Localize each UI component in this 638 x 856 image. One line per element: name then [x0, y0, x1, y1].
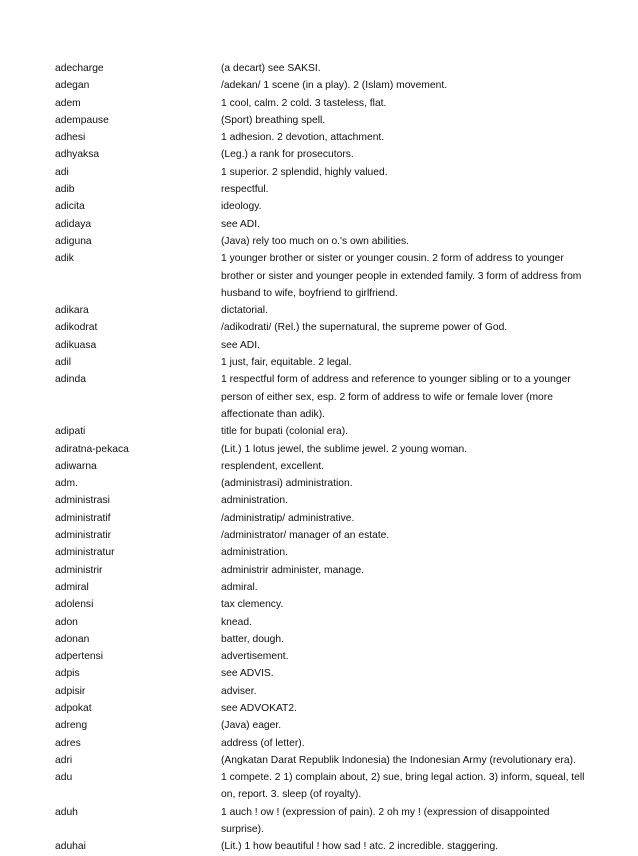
- entry-definition: /adikodrati/ (Rel.) the supernatural, the supreme power of God.: [221, 322, 508, 334]
- dictionary-entry: [55, 95, 595, 112]
- entry-term: adres: [55, 737, 81, 749]
- entry-definition: 1 adhesion. 2 devotion, attachment.: [221, 132, 385, 144]
- entry-definition: see ADI.: [221, 339, 260, 351]
- entry-definition: see ADVOKAT2.: [221, 702, 297, 714]
- entry-definition: /administrator/ manager of an estate.: [221, 530, 390, 542]
- entry-term: adikodrat: [55, 322, 98, 334]
- dictionary-entry: [55, 631, 595, 648]
- entry-term: adegan: [55, 80, 90, 92]
- dictionary-entry: [55, 717, 595, 734]
- entry-term: adiguna: [55, 235, 92, 247]
- dictionary-entry: [55, 181, 595, 198]
- dictionary-entry: [55, 614, 595, 631]
- dictionary-entry: [55, 441, 595, 458]
- entry-term: adhyaksa: [55, 149, 100, 161]
- dictionary-entry: [55, 804, 595, 839]
- entry-term: aduhai: [55, 841, 86, 853]
- dictionary-entry: [55, 371, 595, 423]
- entry-definition: title for bupati (colonial era).: [221, 426, 349, 438]
- dictionary-entry: [55, 700, 595, 717]
- entry-term: adhesi: [55, 132, 86, 144]
- dictionary-entry: [55, 665, 595, 682]
- entry-definition: 1 respectful form of address and reference to younger sibling or to a younger person of either sex, esp. 2 form of address to wife or female lover (more affectionate than adik).: [221, 374, 571, 420]
- dictionary-entry: [55, 216, 595, 233]
- entry-definition: (Leg.) a rank for prosecutors.: [221, 149, 354, 161]
- dictionary-entry: [55, 527, 595, 544]
- entry-definition: /adekan/ 1 scene (in a play). 2 (Islam) movement.: [221, 80, 448, 92]
- entry-definition: (Java) eager.: [221, 720, 282, 732]
- dictionary-entry: [55, 60, 595, 77]
- entry-definition: respectful.: [221, 184, 269, 196]
- entry-definition: 1 compete. 2 1) complain about, 2) sue, bring legal action. 3) inform, squeal, tell on, report. 3. sleep (of royalty).: [221, 772, 585, 801]
- entry-definition: knead.: [221, 616, 252, 628]
- entry-term: adpisir: [55, 685, 86, 697]
- entry-definition: administration.: [221, 495, 288, 507]
- entry-definition: 1 younger brother or sister or younger cousin. 2 form of address to younger brother or sister and younger people in extended family. 3 form of address from husband to wife, boyfriend to girlfriend.: [221, 253, 582, 299]
- dictionary-entry: [55, 112, 595, 129]
- entry-term: adicita: [55, 201, 85, 213]
- dictionary-entry: [55, 250, 595, 302]
- entry-definition: advertisement.: [221, 651, 289, 663]
- entry-term: adpertensi: [55, 651, 104, 663]
- entry-term: adiratna-pekaca: [55, 443, 129, 455]
- entry-definition: admiral.: [221, 581, 258, 593]
- dictionary-entry: [55, 648, 595, 665]
- entry-term: adm.: [55, 478, 78, 490]
- entry-term: adikuasa: [55, 339, 97, 351]
- dictionary-entry: [55, 562, 595, 579]
- entry-definition: dictatorial.: [221, 305, 268, 317]
- entry-term: adolensi: [55, 599, 94, 611]
- entry-definition: 1 auch ! ow ! (expression of pain). 2 oh my ! (expression of disappointed surprise).: [221, 806, 550, 836]
- entry-list: [55, 60, 595, 856]
- dictionary-entry: [55, 233, 595, 250]
- dictionary-entry: [55, 579, 595, 596]
- entry-definition: (a decart) see SAKSI.: [221, 63, 321, 74]
- dictionary-entry: [55, 423, 595, 440]
- entry-term: adu: [55, 772, 73, 784]
- dictionary-entry: [55, 77, 595, 94]
- entry-definition: administration.: [221, 547, 288, 559]
- entry-term: adidaya: [55, 218, 92, 230]
- dictionary-entry: [55, 475, 595, 492]
- entry-term: adon: [55, 616, 78, 628]
- entry-term: adem: [55, 97, 81, 109]
- entry-term: adiwarna: [55, 460, 97, 472]
- entry-definition: (Lit.) 1 lotus jewel, the sublime jewel. 2 young woman.: [221, 443, 468, 455]
- entry-term: adipati: [55, 426, 86, 438]
- entry-term: administratur: [55, 547, 115, 559]
- entry-term: adempause: [55, 114, 109, 126]
- dictionary-entry: [55, 596, 595, 613]
- entry-term: adikara: [55, 305, 89, 317]
- entry-term: adik: [55, 253, 74, 265]
- dictionary-page: [55, 60, 595, 856]
- dictionary-entry: [55, 735, 595, 752]
- entry-definition: (Java) rely too much on o.'s own abilities.: [221, 235, 409, 247]
- entry-term: adpis: [55, 668, 80, 680]
- entry-definition: see ADVIS.: [221, 668, 274, 680]
- entry-definition: tax clemency.: [221, 599, 284, 611]
- entry-definition: administrir administer, manage.: [221, 564, 365, 576]
- entry-definition: batter, dough.: [221, 633, 284, 645]
- dictionary-entry: [55, 146, 595, 163]
- entry-term: administratif: [55, 512, 111, 524]
- entry-definition: (Angkatan Darat Republik Indonesia) the Indonesian Army (revolutionary era).: [221, 754, 576, 766]
- entry-definition: see ADI.: [221, 218, 260, 230]
- entry-definition: resplendent, excellent.: [221, 460, 325, 472]
- entry-term: adri: [55, 754, 73, 766]
- entry-term: aduh: [55, 806, 78, 818]
- dictionary-entry: [55, 769, 595, 804]
- dictionary-entry: [55, 129, 595, 146]
- entry-definition: 1 just, fair, equitable. 2 legal.: [221, 357, 352, 369]
- entry-term: adecharge: [55, 63, 104, 74]
- dictionary-entry: [55, 458, 595, 475]
- dictionary-entry: [55, 319, 595, 336]
- entry-term: administrir: [55, 564, 103, 576]
- entry-term: adpokat: [55, 702, 92, 714]
- entry-term: administratir: [55, 530, 112, 542]
- dictionary-entry: [55, 354, 595, 371]
- dictionary-entry: [55, 302, 595, 319]
- dictionary-entry: [55, 492, 595, 509]
- dictionary-entry: [55, 838, 595, 855]
- entry-term: adinda: [55, 374, 86, 386]
- entry-term: administrasi: [55, 495, 110, 507]
- entry-definition: /administratip/ administrative.: [221, 512, 355, 524]
- entry-term: adonan: [55, 633, 90, 645]
- dictionary-entry: [55, 752, 595, 769]
- dictionary-entry: [55, 510, 595, 527]
- dictionary-entry: [55, 683, 595, 700]
- dictionary-entry: [55, 198, 595, 215]
- entry-definition: (Sport) breathing spell.: [221, 114, 326, 126]
- entry-term: admiral: [55, 581, 89, 593]
- entry-term: adil: [55, 357, 72, 369]
- entry-definition: (Lit.) 1 how beautiful ! how sad ! atc. 2 incredible. staggering.: [221, 841, 499, 853]
- dictionary-entry: [55, 337, 595, 354]
- dictionary-entry: [55, 544, 595, 561]
- entry-term: adib: [55, 184, 75, 196]
- entry-term: adreng: [55, 720, 88, 732]
- dictionary-entry: [55, 164, 595, 181]
- entry-definition: (administrasi) administration.: [221, 478, 353, 490]
- entry-definition: 1 superior. 2 splendid, highly valued.: [221, 166, 388, 178]
- entry-definition: address (of letter).: [221, 737, 305, 749]
- entry-definition: adviser.: [221, 685, 257, 697]
- entry-definition: 1 cool, calm. 2 cold. 3 tasteless, flat.: [221, 97, 387, 109]
- entry-definition: ideology.: [221, 201, 262, 213]
- entry-term: adi: [55, 166, 69, 178]
